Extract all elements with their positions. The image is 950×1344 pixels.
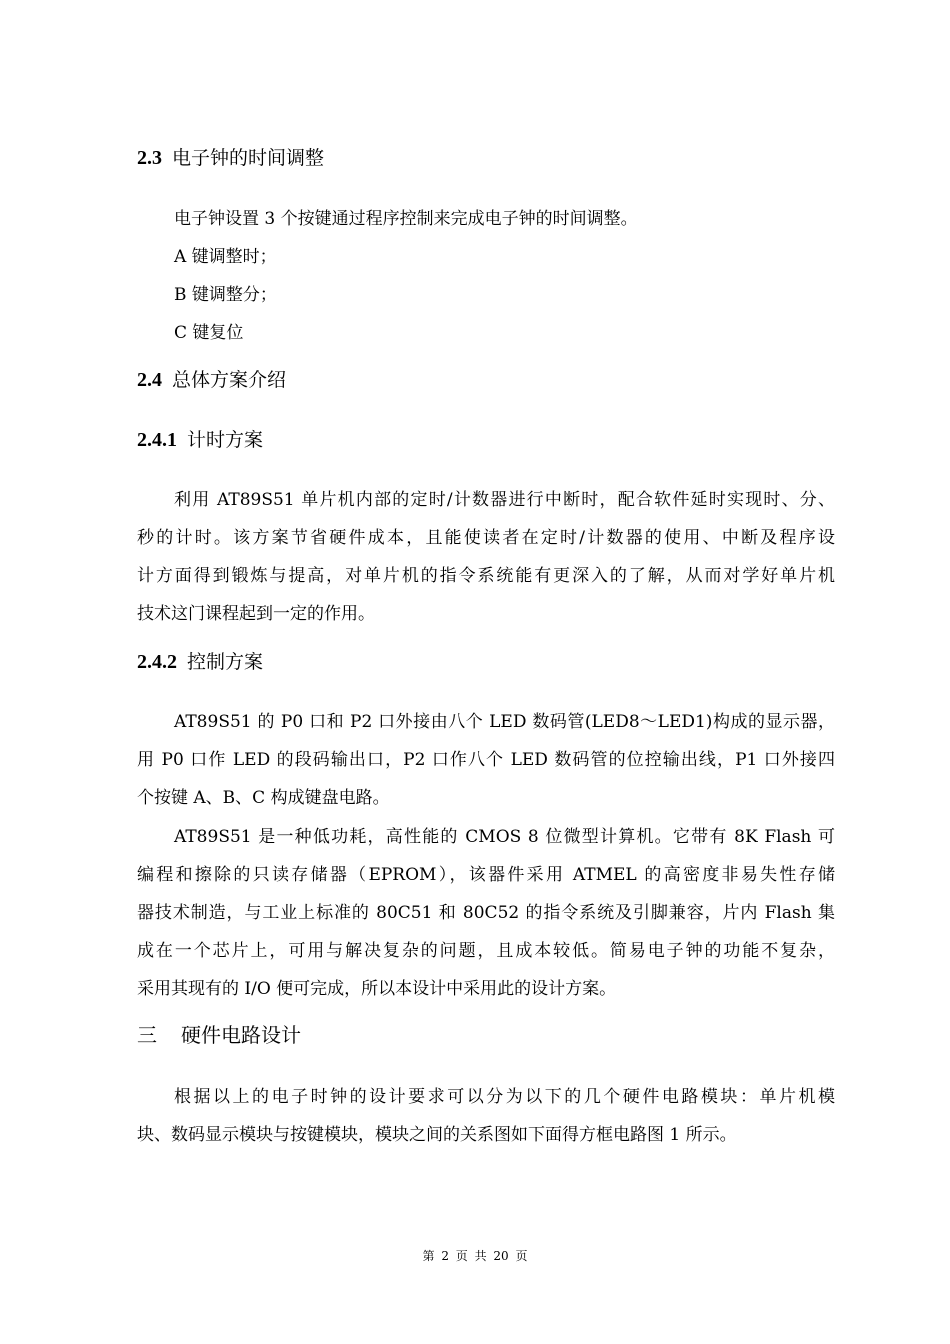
section-title: 电子钟的时间调整	[172, 147, 325, 169]
chapter-title: 硬件电路设计	[181, 1023, 301, 1047]
paragraph-line: 计方面得到锻炼与提高，对单片机的指令系统能有更深入的了解，从而对学好单片机	[137, 566, 835, 586]
paragraph-line: AT89S51 的 P0 口和 P2 口外接由八个 LED 数码管(LED8～LED1)构成的显示器，	[174, 712, 835, 732]
paragraph-line: 根据以上的电子时钟的设计要求可以分为以下的几个硬件电路模块：单片机模	[174, 1087, 835, 1107]
section-number: 2.4.1	[137, 429, 177, 451]
paragraph-line: 成在一个芯片上，可用与解决复杂的问题，且成本较低。简易电子钟的功能不复杂，	[137, 941, 835, 961]
section-heading-2-4-1	[137, 424, 263, 455]
section-number: 2.4	[137, 369, 162, 391]
section-number: 2.3	[137, 147, 162, 169]
section-heading-2-4-2	[137, 646, 263, 677]
chapter-number: 三	[137, 1023, 157, 1047]
paragraph-line: AT89S51 是一种低功耗，高性能的 CMOS 8 位微型计算机。它带有 8K Flash 可	[174, 827, 835, 847]
section-heading-2-4	[137, 364, 286, 395]
paragraph-line: 器技术制造，与工业上标准的 80C51 和 80C52 的指令系统及引脚兼容，片内 Flash 集	[137, 903, 835, 923]
paragraph-line: 个按键 A、B、C 构成键盘电路。	[137, 788, 390, 808]
paragraph-line: 采用其现有的 I/O 便可完成，所以本设计中采用此的设计方案。	[137, 979, 617, 999]
paragraph-line: 技术这门课程起到一定的作用。	[137, 604, 375, 624]
list-item-a: A 键调整时；	[174, 247, 277, 267]
section-title: 总体方案介绍	[172, 369, 287, 391]
paragraph-line: 用 P0 口作 LED 的段码输出口，P2 口作八个 LED 数码管的位控输出线，P1 口外接四	[137, 750, 835, 770]
page-footer: 第 2 页 共 20 页	[422, 1249, 528, 1263]
section-title: 控制方案	[187, 651, 264, 673]
paragraph-line: 电子钟设置 3 个按键通过程序控制来完成电子钟的时间调整。	[174, 209, 638, 229]
paragraph-line: 利用 AT89S51 单片机内部的定时/计数器进行中断时，配合软件延时实现时、分、	[174, 490, 835, 510]
paragraph-line: 秒的计时。该方案节省硬件成本，且能使读者在定时/计数器的使用、中断及程序设	[137, 528, 835, 548]
section-number: 2.4.2	[137, 651, 177, 673]
section-heading-2-3	[137, 142, 324, 173]
list-item-b: B 键调整分；	[174, 285, 277, 305]
section-title: 计时方案	[187, 429, 264, 451]
paragraph-line: 块、数码显示模块与按键模块，模块之间的关系图如下面得方框电路图 1 所示。	[137, 1125, 737, 1145]
chapter-heading-3	[137, 1020, 301, 1050]
list-item-c: C 键复位	[174, 323, 244, 343]
paragraph-line: 编程和擦除的只读存储器（EPROM），该器件采用 ATMEL 的高密度非易失性存储	[137, 865, 835, 885]
